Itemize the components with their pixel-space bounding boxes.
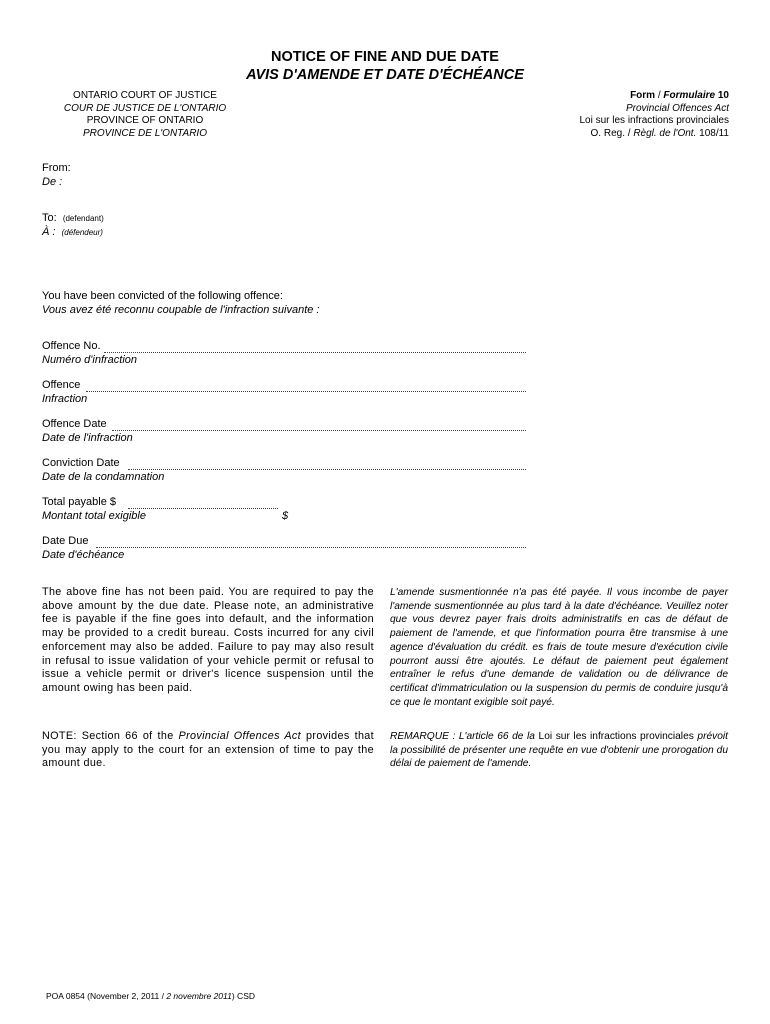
offence-date-field[interactable] [112,430,526,431]
form-block [480,90,729,140]
notice-paragraph-fr: L'amende susmentionnée n'a pas été payée. Il vous incombe de payer l'amende susmentionnée au plus tard à la date d'échéance. Veuillez noter que vous devrez payer frais droits administratifs en cas de défaut de paiement de l'amende, et que l'information pourra être transmise à une agence d'évaluation du crédit. es frais de toute mesure d'exécution civile pourront aussi être ajoutés. Le défaut de paiement peut également entraîner le refus d'une demande de validation ou de délivrance de certificat d'immatriculation ou la suspension du permis de conduire jusqu'à ce que le montant exigible soit payé. [390,587,728,708]
note-paragraph-fr: REMARQUE : L'article 66 de la Loi sur les infractions provinciales prévoit la possibilité de présenter une requête en vue d'obtenir une prorogation du délai de paiement de l'amende. [390,731,728,770]
to-label: To: (defendant) À : (défendeur) [42,212,104,238]
act-en: Provincial Offences Act [625,102,729,114]
court-en: ONTARIO COURT OF JUSTICE [73,90,217,101]
offence-date-label: Offence Date Date de l'infraction [42,418,133,444]
offence-no-label: Offence No. Numéro d'infraction [42,340,138,366]
form-code-footer: POA 0854 (November 2, 2011 / 2 novembre 2011) CSD [46,991,255,1001]
province-fr: PROVINCE DE L'ONTARIO [83,127,207,139]
total-payable-field[interactable] [128,508,278,509]
province-en: PROVINCE OF ONTARIO [86,115,204,126]
date-due-field[interactable] [96,547,526,548]
offence-field[interactable] [86,391,526,392]
from-label: From: De : [42,162,71,188]
act-fr: Loi sur les infractions provinciales [579,115,729,126]
offence-no-field[interactable] [104,352,526,353]
notice-paragraph-en: The above fine has not been paid. You are required to pay the above amount by the due date. Please note, an administrative fee is payable if the fine goes into default, and the information may be provided to a credit bureau. Costs incurred for any civil enforcement may also be added. Failure to pay may also result in refusal to issue validation of your vehicle permit or refusal to issue a vehicle permit or driver's licence suspension until the amount owing has been paid. [42,586,374,694]
date-due-label: Date Due Date d'échéance [42,535,125,561]
title-fr: AVIS D'AMENDE ET DATE D'ÉCHÉANCE [246,67,524,83]
offence-label: Offence Infraction [42,379,88,405]
conviction-date-label: Conviction Date Date de la condamnation [42,457,165,483]
convicted-statement: You have been convicted of the following offence: Vous avez été reconnu coupable de l'infraction suivante : [42,290,320,316]
title-en: NOTICE OF FINE AND DUE DATE [271,49,499,65]
total-payable-label: Total payable $ Montant total exigible [42,496,146,522]
note-paragraph-en: NOTE: Section 66 of the Provincial Offences Act provides that you may apply to the court for an extension of time to pay the amount due. [42,730,375,770]
regulation: O. Reg. / Règl. de l'Ont. 108/11 [590,127,729,139]
court-block [40,90,250,140]
court-fr: COUR DE JUSTICE DE L'ONTARIO [63,102,227,114]
form-number: Form / Formulaire 10 [630,90,729,101]
conviction-date-field[interactable] [128,469,526,470]
currency-sign-fr: $ [282,510,289,522]
